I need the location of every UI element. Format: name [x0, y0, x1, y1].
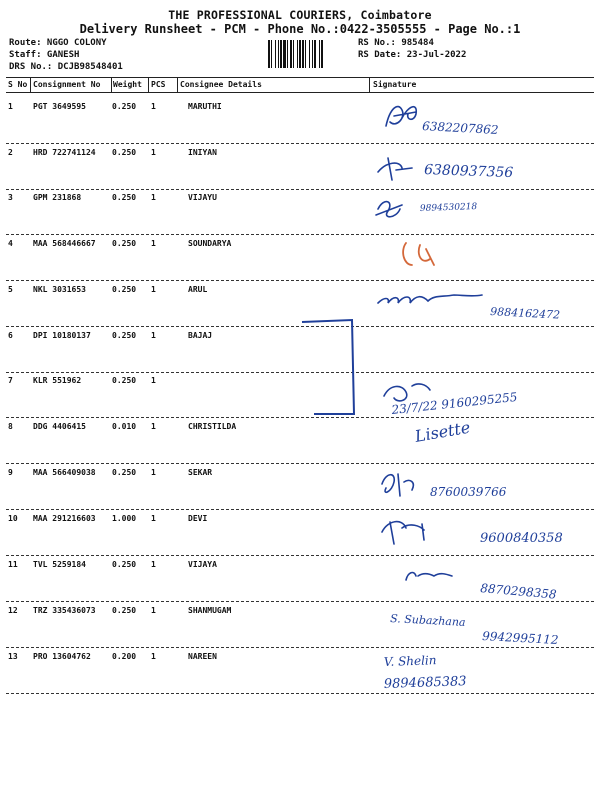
company-title: THE PROFESSIONAL COURIERS, Coimbatore: [168, 8, 432, 22]
consignment-no-cell: MAA 566409038: [33, 468, 96, 477]
consignee-cell: SOUNDARYA: [188, 239, 232, 248]
consignment-no-cell: MAA 291216603: [33, 514, 96, 523]
consignee-cell: DEVI: [188, 514, 208, 523]
col-weight: Weight: [113, 80, 142, 89]
consignee-cell: SHANMUGAM: [188, 606, 232, 615]
weight-cell: 0.200: [112, 652, 137, 661]
consignee-cell: SEKAR: [188, 468, 213, 477]
table-row: [0, 650, 600, 695]
weight-cell: 0.010: [112, 422, 137, 431]
consignment-no-cell: DDG 4406415: [33, 422, 86, 431]
handwritten-signature: Lisette: [413, 417, 472, 446]
weight-cell: 0.250: [112, 376, 137, 385]
col-consignment: Consignment No: [33, 80, 101, 89]
sno-cell: 6: [8, 331, 13, 340]
column-divider: [30, 78, 31, 92]
col-signature: Signature: [373, 80, 417, 89]
column-divider: [111, 78, 112, 92]
pcs-cell: 1: [151, 560, 156, 569]
consignee-cell: MARUTHI: [188, 102, 222, 111]
consignee-cell: VIJAYA: [188, 560, 217, 569]
weight-cell: 0.250: [112, 193, 137, 202]
consignee-cell: VIJAYU: [188, 193, 217, 202]
pcs-cell: 1: [151, 331, 156, 340]
handwritten-name: S. Subazhana: [389, 612, 466, 629]
sno-cell: 2: [8, 148, 13, 157]
pcs-cell: 1: [151, 468, 156, 477]
row-separator: [6, 693, 594, 694]
weight-cell: 0.250: [112, 102, 137, 111]
signature-area: [372, 638, 597, 692]
weight-cell: 0.250: [112, 468, 137, 477]
weight-cell: 0.250: [112, 148, 137, 157]
sno-cell: 9: [8, 468, 13, 477]
sno-cell: 8: [8, 422, 13, 431]
handwritten-phone: 9894685383: [383, 674, 467, 692]
consignment-no-cell: MAA 568446667: [33, 239, 96, 248]
pcs-cell: 1: [151, 514, 156, 523]
staff-label: Staff: GANESH: [9, 50, 80, 60]
weight-cell: 1.000: [112, 514, 137, 523]
weight-cell: 0.250: [112, 331, 137, 340]
weight-cell: 0.250: [112, 239, 137, 248]
consignment-no-cell: DPI 10180137: [33, 331, 91, 340]
handwritten-phone: 9884162472: [489, 305, 561, 322]
sno-cell: 1: [8, 102, 13, 111]
handwritten-phone: 6382207862: [421, 119, 499, 137]
col-sno: S No: [8, 80, 28, 89]
pcs-cell: 1: [151, 239, 156, 248]
column-divider: [177, 78, 178, 92]
sno-cell: 12: [8, 606, 18, 615]
pcs-cell: 1: [151, 193, 156, 202]
pcs-cell: 1: [151, 652, 156, 661]
rs-date: RS Date: 23-Jul-2022: [358, 50, 467, 60]
runsheet-subtitle: Delivery Runsheet - PCM - Phone No.:0422-3505555 - Page No.:1: [79, 22, 521, 36]
sno-cell: 4: [8, 239, 13, 248]
consignment-no-cell: PRO 13604762: [33, 652, 91, 661]
sno-cell: 5: [8, 285, 13, 294]
weight-cell: 0.250: [112, 560, 137, 569]
consignee-cell: BAJAJ: [188, 331, 213, 340]
sno-cell: 7: [8, 376, 13, 385]
barcode: [268, 40, 348, 68]
pcs-cell: 1: [151, 376, 156, 385]
pcs-cell: 1: [151, 148, 156, 157]
sno-cell: 10: [8, 514, 18, 523]
consignee-cell: INIYAN: [188, 148, 217, 157]
handwritten-date-phone: 23/7/22 9160295255: [390, 389, 519, 417]
pcs-cell: 1: [151, 606, 156, 615]
pcs-cell: 1: [151, 285, 156, 294]
consignment-no-cell: TRZ 335436073: [33, 606, 96, 615]
route-label: Route: NGGO COLONY: [9, 38, 107, 48]
column-divider: [148, 78, 149, 92]
consignment-no-cell: GPM 231868: [33, 193, 82, 202]
handwritten-phone: 9894530218: [419, 202, 478, 214]
handwritten-phone: 6380937356: [423, 162, 514, 182]
consignment-no-cell: PGT 3649595: [33, 102, 86, 111]
col-pcs: PCS: [151, 80, 166, 89]
weight-cell: 0.250: [112, 606, 137, 615]
handwritten-phone: 9942995112: [481, 629, 559, 647]
consignment-no-cell: KLR 551962: [33, 376, 82, 385]
handwritten-phone: 9600840358: [480, 531, 563, 546]
handwritten-phone: 8870298358: [479, 581, 558, 602]
consignment-no-cell: TVL 5259184: [33, 560, 86, 569]
consignment-no-cell: HRD 722741124: [33, 148, 96, 157]
consignment-no-cell: NKL 3031653: [33, 285, 86, 294]
consignee-cell: ARUL: [188, 285, 208, 294]
sno-cell: 13: [8, 652, 18, 661]
handwritten-bracket-mark: [300, 318, 370, 420]
col-consignee: Consignee Details: [180, 80, 262, 89]
pcs-cell: 1: [151, 422, 156, 431]
sno-cell: 11: [8, 560, 18, 569]
pcs-cell: 1: [151, 102, 156, 111]
handwritten-name: V. Shelin: [383, 653, 437, 669]
sno-cell: 3: [8, 193, 13, 202]
column-divider: [369, 78, 370, 92]
handwritten-phone: 8760039766: [430, 485, 507, 499]
consignee-cell: CHRISTILDA: [188, 422, 237, 431]
weight-cell: 0.250: [112, 285, 137, 294]
consignee-cell: NAREEN: [188, 652, 217, 661]
drs-number: DRS No.: DCJB98548401: [9, 62, 123, 72]
rs-number: RS No.: 985484: [358, 38, 434, 48]
header-top-rule: [6, 77, 594, 78]
